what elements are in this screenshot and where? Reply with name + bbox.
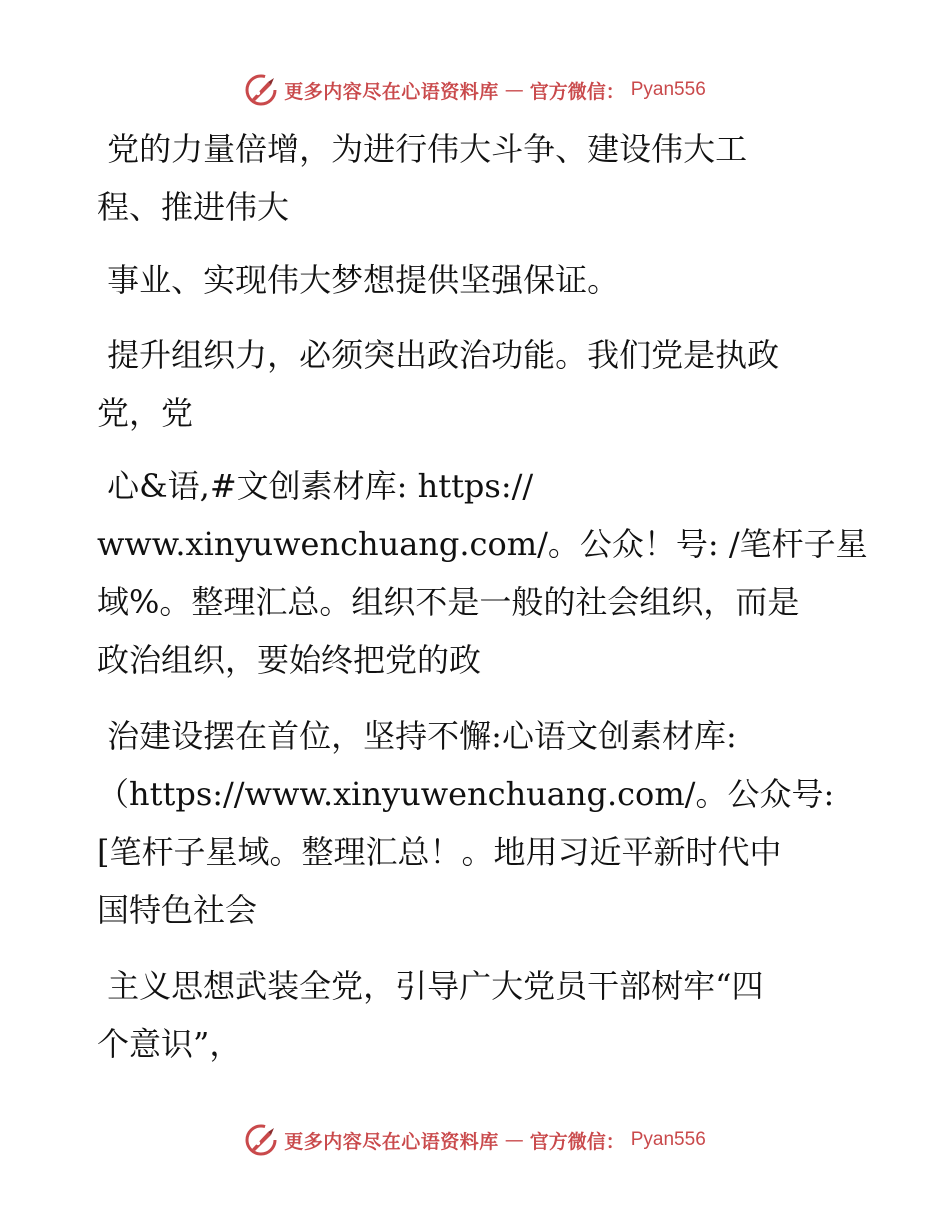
banner-label: 官方微信：: [529, 80, 625, 103]
banner-separator: —: [504, 1129, 524, 1151]
banner-separator: —: [504, 79, 524, 101]
paragraph-4: 心&语,#文创素材库: https:// www.xinyuwenchuang.com/。公众！号: /笔杆子星 域%。整理汇总。组织不是一般的社会组织，而是 政治组织，要始终把党的政: [97, 467, 868, 679]
banner-wechat-id: Pyan556: [630, 79, 706, 100]
quill-logo-icon: [244, 73, 278, 107]
banner-text: 更多内容尽在心语资料库: [284, 1130, 499, 1153]
banner-wechat-id: Pyan556: [630, 1129, 706, 1150]
paragraph-1: 党的力量倍增，为进行伟大斗争、建设伟大工 程、推进伟大: [97, 130, 748, 226]
header-banner: [0, 70, 950, 110]
banner-label: 官方微信：: [529, 1130, 625, 1153]
paragraph-5: 治建设摆在首位，坚持不懈:心语文创素材库: （https://www.xinyuwenchuang.com/。公众号: [笔杆子星域。整理汇总！。地用习近平新时代中 国特色社会: [97, 717, 835, 929]
paragraph-6: 主义思想武装全党，引导广大党员干部树牢“四 个意识”，: [97, 967, 764, 1063]
footer-banner: [0, 1120, 950, 1160]
paragraph-2: 事业、实现伟大梦想提供坚强保证。: [97, 261, 620, 299]
quill-logo-icon: [244, 1123, 278, 1157]
paragraph-3: 提升组织力，必须突出政治功能。我们党是执政 党，党: [97, 336, 780, 432]
banner-text: 更多内容尽在心语资料库: [284, 80, 499, 103]
